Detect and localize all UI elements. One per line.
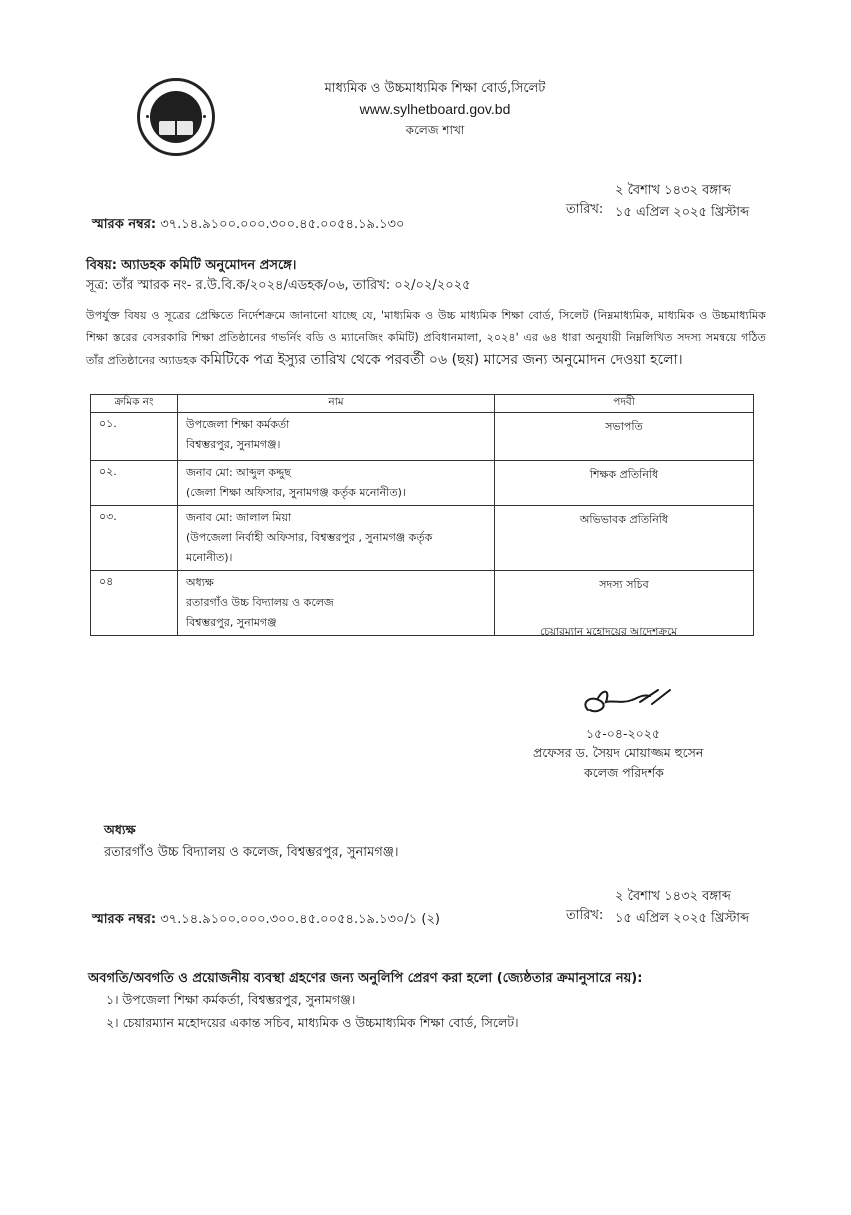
subject-text: অ্যাডহক কমিটি অনুমোদন প্রসঙ্গে। [121,258,297,273]
table-row [91,413,754,461]
copy-list-item: ২। চেয়ারম্যান মহোদয়ের একান্ত সচিব, মাধ্যমিক ও উচ্চমাধ্যমিক শিক্ষা বোর্ড, সিলেট। [106,1015,519,1030]
designation-cell: অভিভাবক প্রতিনিধি [495,506,754,571]
name-line: বিশ্বম্ভরপুর, সুনামগঞ্জ [186,616,277,629]
open-book-icon [159,121,193,135]
name-line: মনোনীত)। [186,551,233,564]
name-line: জনাব মো: জালাল মিয়া [186,511,292,524]
memo-number: ৩৭.১৪.৯১০০.০০০.৩০০.৪৫.০০৫৪.১৯.১৩০/১ (২) [160,912,440,927]
memo-number-line [92,215,404,236]
body-paragraph [86,305,766,372]
board-seal-logo-icon [137,78,215,156]
designation-cell: শিক্ষক প্রতিনিধি [495,461,754,506]
seal-emblem [150,91,202,143]
name-cell [178,461,495,506]
header-serial: ক্রমিক নং [91,395,178,413]
name-cell [178,413,495,461]
body-text-part1: উপর্যুক্ত বিষয় ও সূত্রের প্রেক্ষিতে নির্দেশক্রমে জানানো যাচ্ছে যে, 'মাধ্যমিক ও উচ্চ মাধ্যমিক শিক্ষা বোর্ড, সিলেট (নিম্নমাধ্যমিক, মাধ্যমিক ও উচ্চমাধ্যমিক শিক্ষা স্তরের বেসরকারি শিক্ষা প্রতিষ্ঠানের গভর্নিং বডি ও ম্যানেজিং কমিটি) প্রবিধানমালা, ২০২৪' এর ৬৪ ধারা অনুযায়ী নিম্নলিখিত সদস্য সমন্বয়ে গঠিত তাঁর প্রতিষ্ঠানের অ্যাডহক [86,309,766,367]
copy-list-item: ১। উপজেলা শিক্ষা কর্মকর্তা, বিশ্বম্ভরপুর, সুনামগঞ্জ। [106,992,356,1007]
signature-date: ১৫-০৪-২০২৫ [586,726,660,741]
reference-label: সূত্র: [86,278,109,293]
date-gregorian: ১৫ এপ্রিল ২০২৫ খ্রিস্টাব্দ [615,911,750,926]
designation-cell: সদস্য সচিব [495,571,754,636]
header-designation: পদবী [495,395,754,413]
signature-icon [578,680,678,720]
name-line: (জেলা শিক্ষা অফিসার, সুনামগঞ্জ কর্তৃক মনোনীত)। [186,486,406,499]
committee-table [90,394,754,636]
reference-line [86,276,471,297]
name-line: অধ্যক্ষ [186,576,214,589]
date-gregorian: ১৫ এপ্রিল ২০২৫ খ্রিস্টাব্দ [615,205,750,220]
name-line: বিশ্বম্ভরপুর, সুনামগঞ্জ। [186,438,281,451]
name-cell [178,506,495,571]
seal-dot [203,115,206,118]
header-name: নাম [178,395,495,413]
branch-name: কলেজ শাখা [405,123,465,137]
copy-distribution-heading: অবগতি/অবগতি ও প্রয়োজনীয় ব্যবস্থা গ্রহণের জন্য অনুলিপি প্রেরণ করা হলো (জ্যেষ্ঠতার ক্রমানুসারে নয়): [88,971,643,986]
signatory-title: কলেজ পরিদর্শক [584,765,664,780]
memo-label: স্মারক নম্বর: [92,217,157,232]
subject-line [86,256,296,277]
serial-cell: ০৪ [91,571,178,636]
seal-dot [146,115,149,118]
serial-cell: ০৩. [91,506,178,571]
date-label: তারিখ: [566,202,604,217]
table-row [91,506,754,571]
order-line: চেয়ারম্যান মহোদয়ের আদেশক্রমে [540,626,678,638]
name-line: উপজেলা শিক্ষা কর্মকর্তা [186,418,290,431]
memo-number: ৩৭.১৪.৯১০০.০০০.৩০০.৪৫.০০৫৪.১৯.১৩০ [160,217,405,232]
memo-date-block [615,180,749,224]
memo-number-line [92,910,440,931]
table-header-row [91,395,754,413]
subject-label: বিষয়: [86,258,117,273]
website-link[interactable]: www.sylhetboard.gov.bd [359,101,511,117]
date-bangla: ২ বৈশাখ ১৪৩২ বঙ্গাব্দ [615,889,731,904]
memo-label: স্মারক নম্বর: [92,912,157,927]
organization-name: মাধ্যমিক ও উচ্চমাধ্যমিক শিক্ষা বোর্ড,সিলেট [324,81,546,96]
body-text-part2: কমিটিকে পত্র ইস্যুর তারিখ থেকে পরবর্তী ০৬ (ছয়) মাসের জন্য অনুমোদন দেওয়া হলো। [200,352,683,368]
name-line: জনাব মো: আব্দুল কদ্দুছ [186,466,291,479]
table-row [91,461,754,506]
serial-cell: ০১. [91,413,178,461]
memo-date-block [615,886,749,930]
reference-text: তাঁর স্মারক নং- র.উ.বি.ক/২০২৪/এডহক/০৬, তারিখ: ০২/০২/২০২৫ [112,278,471,293]
name-line: (উপজেলা নির্বাহী অফিসার, বিশ্বম্ভরপুর , সুনামগঞ্জ কর্তৃক [186,531,433,544]
addressee-title: অধ্যক্ষ [104,822,136,837]
designation-cell: সভাপতি [495,413,754,461]
name-cell [178,571,495,636]
serial-cell: ০২. [91,461,178,506]
name-line: রতারগাঁও উচ্চ বিদ্যালয় ও কলেজ [186,596,334,609]
letterhead [290,78,580,141]
date-bangla: ২ বৈশাখ ১৪৩২ বঙ্গাব্দ [615,183,731,198]
signatory-name: প্রফেসর ড. সৈয়দ মোয়াজ্জম হুসেন [533,745,704,760]
addressee-institution: রতারগাঁও উচ্চ বিদ্যালয় ও কলেজ, বিশ্বম্ভরপুর, সুনামগঞ্জ। [104,845,399,860]
date-label: তারিখ: [566,908,604,923]
